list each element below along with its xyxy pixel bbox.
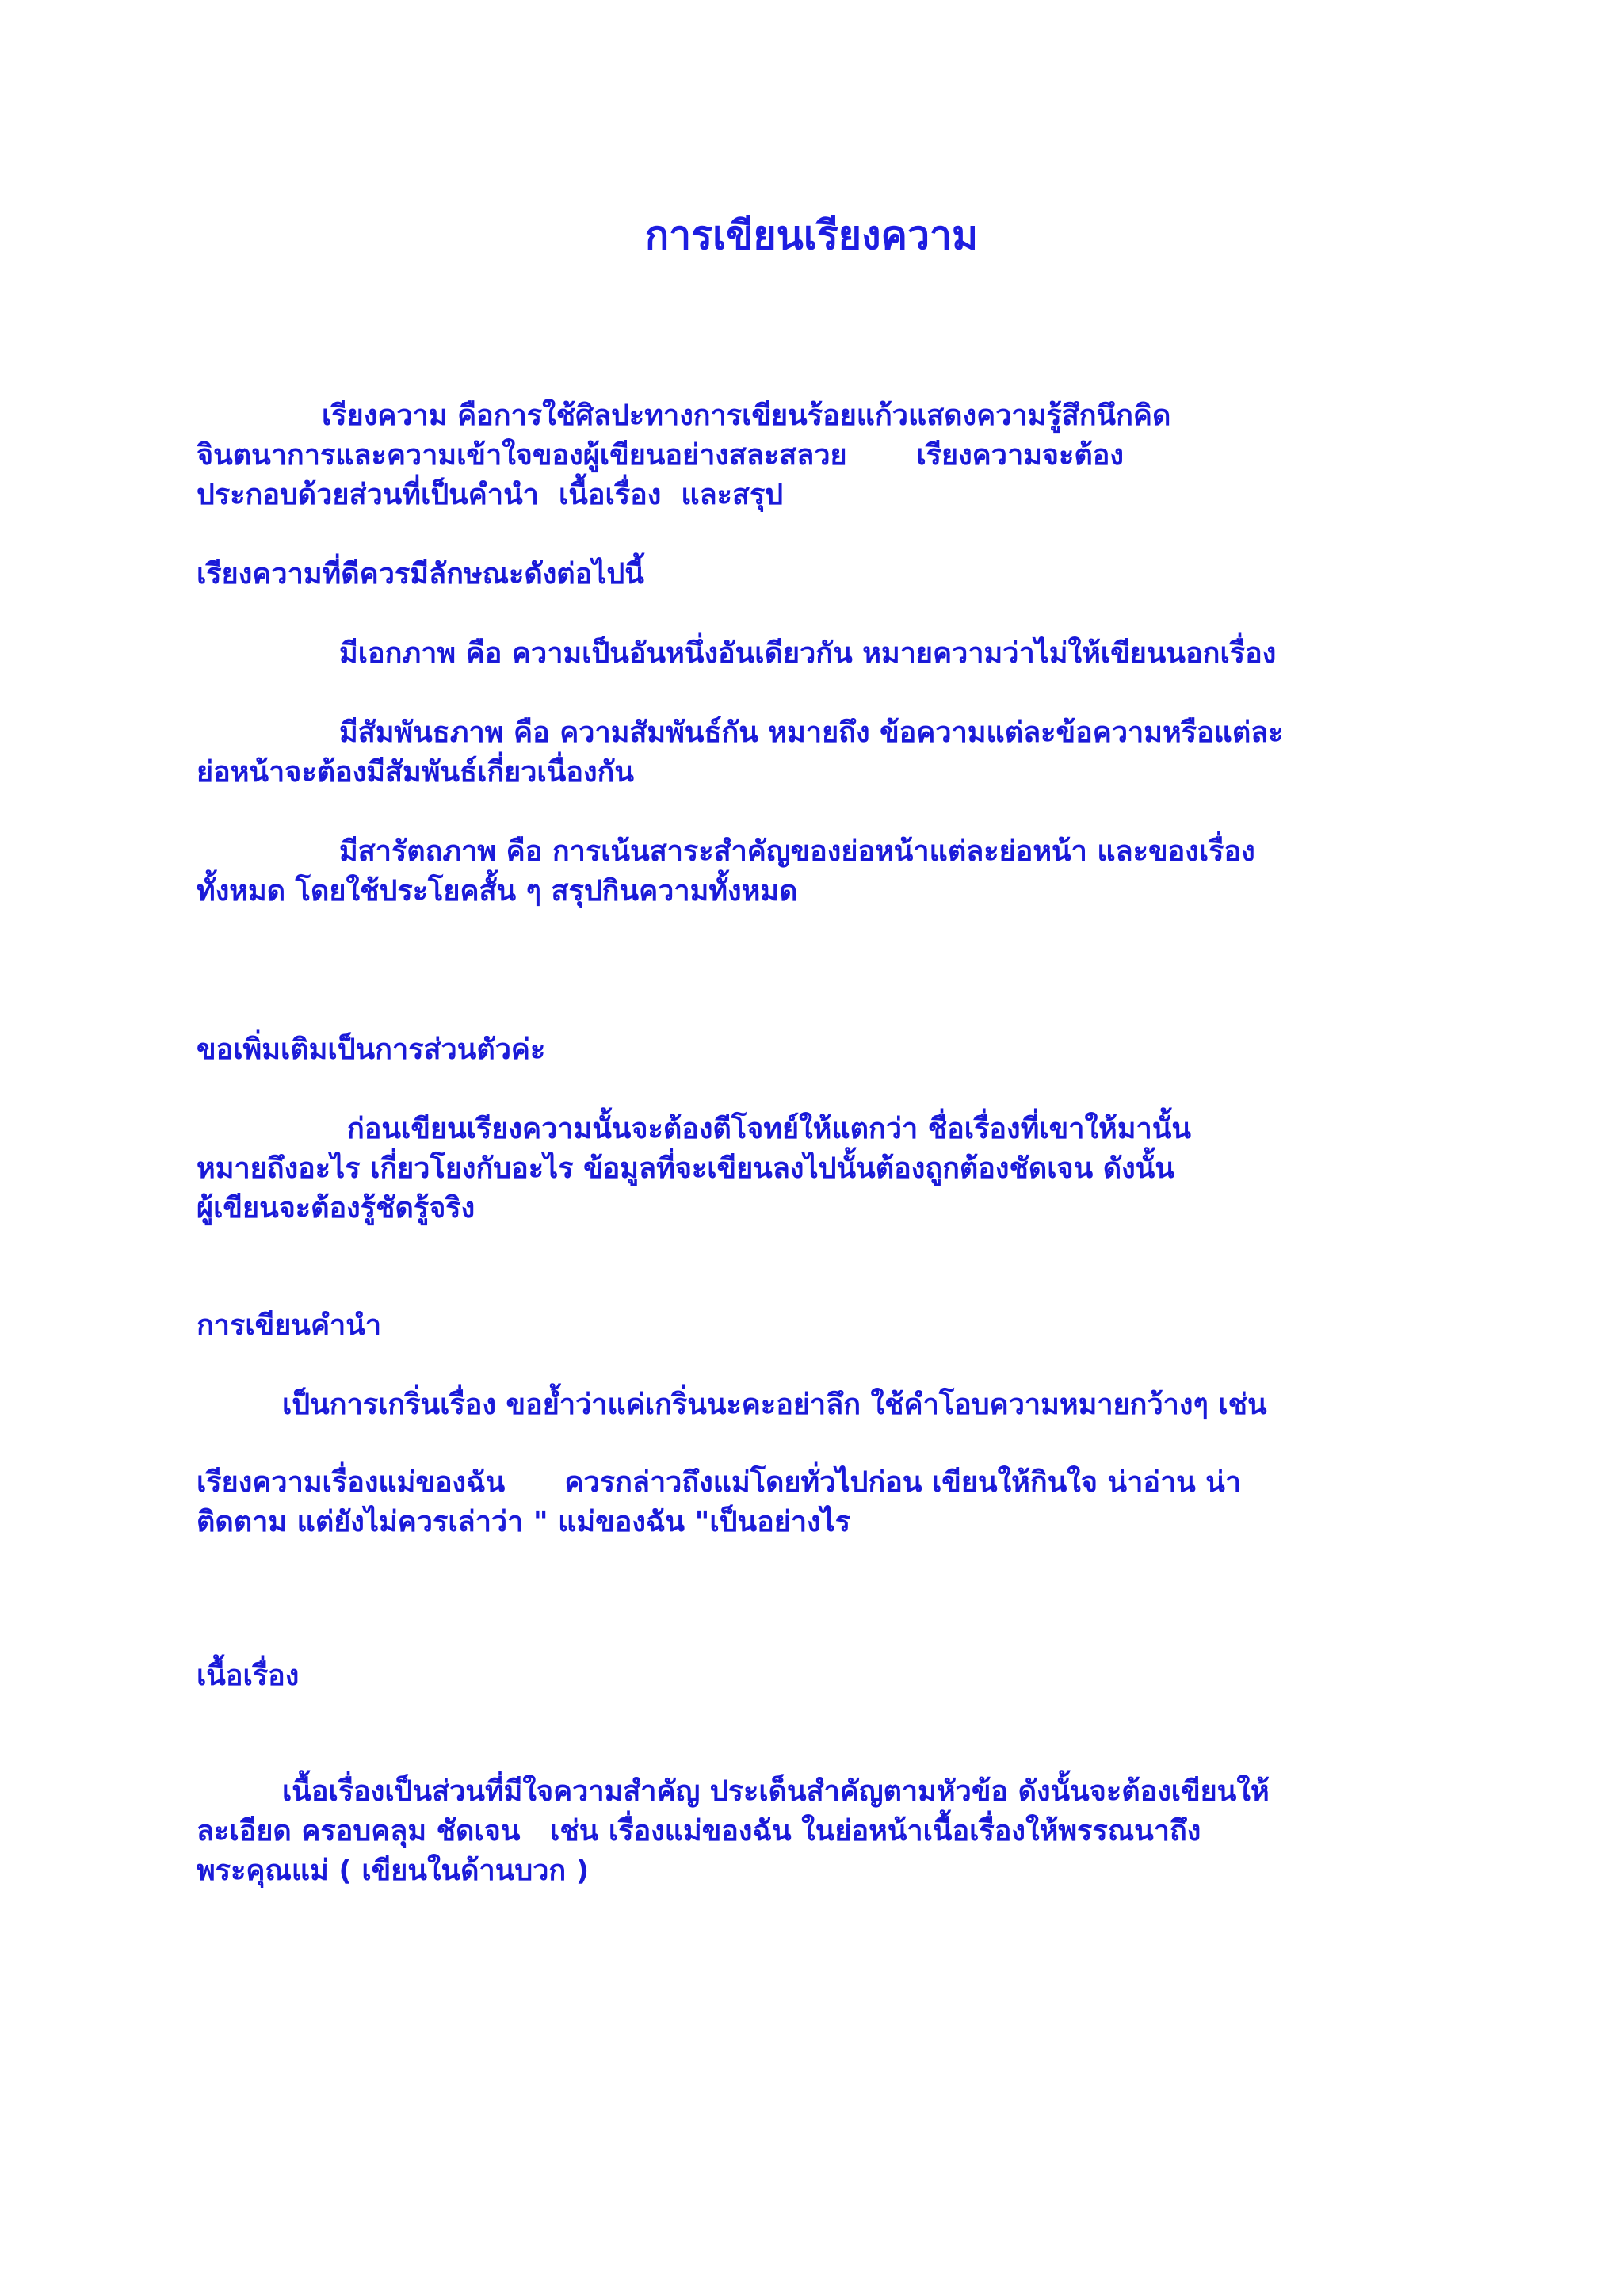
body-line-2: ละเอียด ครอบคลุม ชัดเจน เช่น เรื่องแม่ของฉัน ในย่อหน้าเนื้อเรื่องให้พรรณนาถึง [197, 1815, 1201, 1847]
unity-paragraph [197, 634, 1465, 674]
intro-example-line-2: ติดตาม แต่ยังไม่ควรเล่าว่า " แม่ของฉัน "เป็นอย่างไร [197, 1506, 851, 1538]
intro-writing-paragraph [197, 1385, 1465, 1425]
personal-heading: ขอเพิ่มเติมเป็นการส่วนตัวค่ะ [197, 1033, 546, 1066]
personal-line-3: ผู้เขียนจะต้องรู้ชัดรู้จริง [197, 1192, 475, 1224]
intro-example-paragraph [197, 1463, 1465, 1542]
emphasis-line-2: ทั้งหมด โดยใช้ประโยคสั้น ๆ สรุปกินความทั้งหมด [197, 875, 798, 907]
personal-paragraph [197, 1110, 1465, 1228]
body-line-3: พระคุณแม่ ( เขียนในด้านบวก ) [197, 1855, 590, 1887]
coherence-paragraph [197, 713, 1465, 793]
intro-line-1: เรียงความ คือการใช้ศิลปะทางการเขียนร้อยแก้วแสดงความรู้สึกนึกคิด [322, 399, 1171, 432]
intro-line-2: จินตนาการและความเข้าใจของผู้เขียนอย่างสละสลวย เรียงความจะต้อง [197, 439, 1124, 472]
intro-paragraph [197, 396, 1465, 515]
coherence-line-2: ย่อหน้าจะต้องมีสัมพันธ์เกี่ยวเนื่องกัน [197, 756, 634, 789]
good-essay-heading: เรียงความที่ดีควรมีลักษณะดังต่อไปนี้ [197, 558, 644, 590]
personal-line-1: ก่อนเขียนเรียงความนั้นจะต้องตีโจทย์ให้แตกว่า ชื่อเรื่องที่เขาให้มานั้น [347, 1113, 1191, 1145]
document-title: การเขียนเรียงความ [644, 212, 979, 258]
body-line-1: เนื้อเรื่องเป็นส่วนที่มีใจความสำคัญ ประเด็นสำคัญตามหัวข้อ ดังนั้นจะต้องเขียนให้ [282, 1775, 1270, 1808]
emphasis-line-1: มีสารัตถภาพ คือ การเน้นสาระสำคัญของย่อหน้าแต่ละย่อหน้า และของเรื่อง [339, 835, 1255, 868]
emphasis-paragraph [197, 832, 1465, 911]
unity-line-1: มีเอกภาพ คือ ความเป็นอันหนึ่งอันเดียวกัน หมายความว่าไม่ให้เขียนนอกเรื่อง [339, 637, 1277, 670]
body-heading: เนื้อเรื่อง [197, 1660, 300, 1692]
body-paragraph [197, 1772, 1465, 1891]
intro-writing-heading: การเขียนคำนำ [197, 1309, 382, 1342]
intro-writing-line-1: เป็นการเกริ่นเรื่อง ขอย้ำว่าแค่เกริ่นนะคะอย่าลึก ใช้คำโอบความหมายกว้างๆ เช่น [282, 1389, 1267, 1421]
personal-line-2: หมายถึงอะไร เกี่ยวโยงกับอะไร ข้อมูลที่จะเขียนลงไปนั้นต้องถูกต้องชัดเจน ดังนั้น [197, 1152, 1174, 1185]
coherence-line-1: มีสัมพันธภาพ คือ ความสัมพันธ์กัน หมายถึง ข้อความแต่ละข้อความหรือแต่ละ [339, 716, 1284, 749]
intro-example-line-1: เรียงความเรื่องแม่ของฉัน ควรกล่าวถึงแม่โดยทั่วไปก่อน เขียนให้กินใจ น่าอ่าน น่า [197, 1466, 1242, 1499]
intro-line-3: ประกอบด้วยส่วนที่เป็นคำนำ เนื้อเรื่อง และสรุป [197, 479, 784, 511]
